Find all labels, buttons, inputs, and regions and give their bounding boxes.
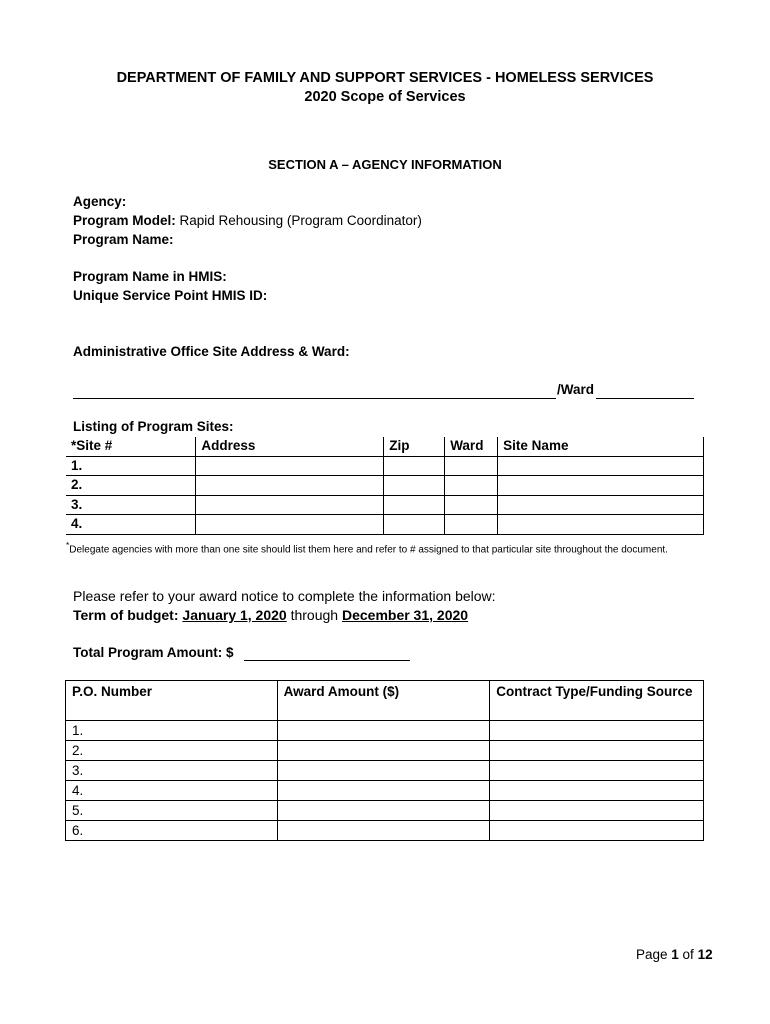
total-amount-label: Total Program Amount: $	[73, 645, 234, 660]
program-model-label: Program Model:	[73, 213, 176, 228]
site-name-cell[interactable]	[498, 456, 704, 476]
po-row-number: 6.	[66, 821, 278, 841]
address-cell[interactable]	[196, 476, 384, 496]
budget-instruction: Please refer to your award notice to complete the information below:	[73, 588, 496, 604]
sites-table	[66, 437, 704, 535]
po-row-number: 1.	[66, 721, 278, 741]
award-amount-header: Award Amount ($)	[277, 681, 490, 721]
po-number-header: P.O. Number	[66, 681, 278, 721]
ward-cell[interactable]	[445, 495, 498, 515]
program-name-hmis-label: Program Name in HMIS:	[73, 269, 227, 284]
table-row	[66, 761, 704, 781]
table-header-row	[66, 681, 704, 721]
footnote-mark: *	[66, 540, 70, 550]
total-amount-fill-line[interactable]	[244, 660, 410, 661]
table-row	[66, 821, 704, 841]
address-cell[interactable]	[196, 515, 384, 535]
table-row	[66, 801, 704, 821]
ward-label: /Ward	[557, 382, 594, 397]
agency-label: Agency:	[73, 194, 127, 209]
table-row	[66, 781, 704, 801]
table-header-row	[66, 437, 704, 456]
po-row-number: 4.	[66, 781, 278, 801]
site-number-header: *Site #	[66, 437, 196, 456]
site-name-cell[interactable]	[498, 476, 704, 496]
po-row-number: 2.	[66, 741, 278, 761]
award-amount-cell[interactable]	[277, 801, 490, 821]
page-number	[636, 947, 713, 962]
unique-id-label: Unique Service Point HMIS ID:	[73, 288, 268, 303]
term-through: through	[286, 607, 342, 623]
program-name-label: Program Name:	[73, 232, 174, 247]
sites-footnote	[66, 537, 706, 558]
site-name-cell[interactable]	[498, 495, 704, 515]
award-amount-cell[interactable]	[277, 761, 490, 781]
document-title: DEPARTMENT OF FAMILY AND SUPPORT SERVICES - HOMELESS SERVICES	[116, 70, 654, 86]
zip-cell[interactable]	[384, 515, 445, 535]
site-number: 2.	[66, 476, 196, 496]
contract-type-cell[interactable]	[490, 721, 704, 741]
term-start: January 1, 2020	[182, 607, 287, 623]
table-row	[66, 721, 704, 741]
term-label: Term of budget:	[73, 607, 179, 623]
ward-cell[interactable]	[445, 476, 498, 496]
ward-fill-line[interactable]	[596, 398, 694, 399]
table-row	[66, 515, 704, 535]
contract-type-cell[interactable]	[490, 801, 704, 821]
program-model-line	[73, 213, 422, 228]
award-amount-cell[interactable]	[277, 781, 490, 801]
ward-cell[interactable]	[445, 456, 498, 476]
site-name-cell[interactable]	[498, 515, 704, 535]
po-row-number: 3.	[66, 761, 278, 781]
page-total: 12	[697, 947, 713, 962]
table-row	[66, 456, 704, 476]
award-amount-cell[interactable]	[277, 741, 490, 761]
site-name-header: Site Name	[498, 437, 704, 456]
table-row	[66, 741, 704, 761]
po-row-number: 5.	[66, 801, 278, 821]
zip-cell[interactable]	[384, 476, 445, 496]
zip-cell[interactable]	[384, 456, 445, 476]
admin-address-label: Administrative Office Site Address & Ward:	[73, 344, 350, 359]
ward-cell[interactable]	[445, 515, 498, 535]
site-number: 1.	[66, 456, 196, 476]
zip-header: Zip	[384, 437, 445, 456]
address-cell[interactable]	[196, 495, 384, 515]
page-of: of	[678, 947, 698, 962]
site-number: 3.	[66, 495, 196, 515]
ward-header: Ward	[445, 437, 498, 456]
budget-term-line	[73, 607, 468, 623]
page-current: 1	[671, 947, 679, 962]
contract-type-header: Contract Type/Funding Source	[490, 681, 704, 721]
contract-type-cell[interactable]	[490, 741, 704, 761]
program-model-value: Rapid Rehousing (Program Coordinator)	[175, 213, 422, 228]
po-table	[65, 680, 704, 841]
section-title: SECTION A – AGENCY INFORMATION	[268, 157, 502, 172]
address-header: Address	[196, 437, 384, 456]
page-prefix: Page	[636, 947, 672, 962]
award-amount-cell[interactable]	[277, 821, 490, 841]
address-cell[interactable]	[196, 456, 384, 476]
document-subtitle: 2020 Scope of Services	[304, 89, 466, 105]
address-fill-line[interactable]	[73, 398, 556, 399]
term-end: December 31, 2020	[341, 607, 469, 623]
table-row	[66, 495, 704, 515]
site-number: 4.	[66, 515, 196, 535]
sites-title: Listing of Program Sites:	[73, 419, 234, 434]
contract-type-cell[interactable]	[490, 821, 704, 841]
award-amount-cell[interactable]	[277, 721, 490, 741]
contract-type-cell[interactable]	[490, 781, 704, 801]
zip-cell[interactable]	[384, 495, 445, 515]
table-row	[66, 476, 704, 496]
contract-type-cell[interactable]	[490, 761, 704, 781]
footnote-text: Delegate agencies with more than one site should list them here and refer to # assigned to that particular site throughout the document.	[69, 544, 668, 556]
